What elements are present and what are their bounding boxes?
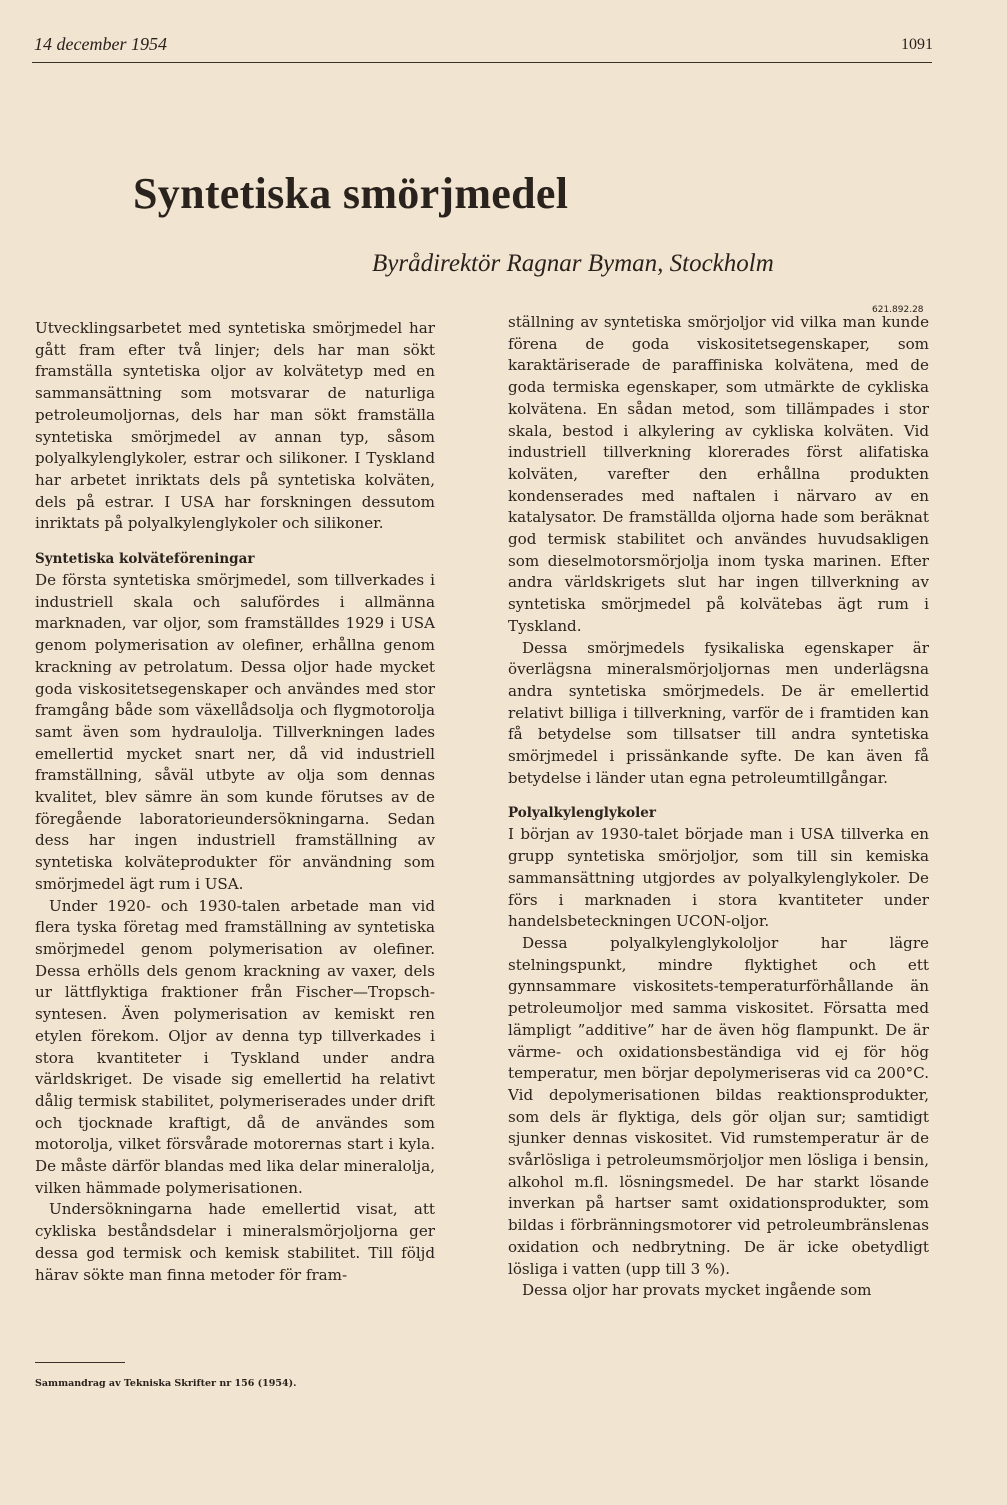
article-author: Byrådirektör Ragnar Byman, Stockholm: [372, 250, 774, 277]
udc-code: 621.892.28: [872, 305, 924, 315]
page-number: 1091: [901, 36, 933, 53]
section-heading-kolvateforeningar: Syntetiska kolväteföreningar: [35, 551, 255, 568]
header-rule: [32, 62, 932, 63]
footnote-rule: [35, 1362, 125, 1363]
body-paragraph: Dessa polyalkylenglykololjor har lägre stelningspunkt, mindre flyktighet och ett gynnsammare viskositets-temperaturförhållande än petroleumoljor med samma viskositet. Försatta med lämpligt ”additive” har de även hög flampunkt. De är värme- och oxidationsbeständiga vid ej för hög temperatur, men börjar depolymeriseras vid ca 200°C. Vid depolymerisationen bildas reaktionsprodukter, som dels är flyktiga, dels gör oljan sur; samtidigt sjunker dennas viskositet. Vid rumstemperatur är de svårlösliga i petroleumsmörjoljor men lösliga i bensin, alkohol m.fl. lösningsmedel. De har starkt lösande inverkan på hartser samt oxidationsprodukter, som bildas i förbränningsmotorer vid petroleumbränslenas oxidation och nedbrytning. De är icke obetydligt lösliga i vatten (upp till 3 %).: [508, 933, 929, 1278]
body-paragraph: De första syntetiska smörjmedel, som tillverkades i industriell skala och salufördes i allmänna marknaden, var oljor, som framställdes 1929 i USA genom polymerisation av olefiner, erhållna genom krackning av petrolatum. Dessa oljor hade mycket goda viskositetsegenskaper och användes med stor framgång både som växellådsolja och flygmotorolja samt även som hydraulolja. Tillverkningen lades emellertid mycket snart ner, då vid industriell framställning, såväl utbyte av olja som dennas kvalitet, blev sämre än som kunde förutses av de föregående laboratorieundersökningarna. Sedan dess har ingen industriell framställning av syntetiska kolväteprodukter för användning som smörjmedel ägt rum i USA.: [35, 571, 435, 893]
body-paragraph: Under 1920- och 1930-talen arbetade man vid flera tyska företag med framställning av syntetiska smörjmedel genom polymerisation av olefiner. Dessa erhölls dels genom krackning av vaxer, dels ur lättflyktiga fraktioner från Fischer—Tropsch-syntesen. Även polymerisation av kemiskt ren etylen förekom. Oljor av denna typ tillverkades i stora kvantiteter i Tyskland under andra världskriget. De visade sig emellertid ha relativt dålig termisk stabilitet, polymeriserades under drift och tjocknade kraftigt, då de användes som motorolja, vilket försvårade motorernas start i kyla. De måste därför blandas med lika delar mineralolja, vilken hämmade polymerisationen.: [35, 896, 435, 1197]
body-paragraph: ställning av syntetiska smörjoljor vid vilka man kunde förena de goda viskositetsegenskaper, som karaktäriserade de paraffiniska kolvätena, med de goda termiska egenskaper, som utmärkte de cykliska kolvätena. En sådan metod, som tillämpades i stor skala, bestod i alkylering av cykliska kolväten. Vid industriell tillverkning klorerades först alifatiska kolväten, varefter den erhållna produkten kondenserades med naftalen i närvaro av en katalysator. De framställda oljorna hade som beräknat god termisk stabilitet och användes huvudsakligen som dieselmotorsmörjolja inom tyska marinen. Efter andra världskrigets slut har ingen tillverkning av syntetiska smörjmedel på kolvätebas ägt rum i Tyskland.: [508, 313, 929, 635]
section-heading-polyalkylenglykoler: Polyalkylenglykoler: [508, 805, 656, 822]
body-paragraph: I början av 1930-talet började man i USA tillverka en grupp syntetiska smörjoljor, som till sin kemiska sammansättning utgjordes av polyalkylenglykoler. De förs i marknaden i stora kvantiteter under handelsbeteckningen UCON-oljor.: [508, 825, 929, 931]
body-paragraph: Dessa oljor har provats mycket ingående som: [522, 1281, 872, 1300]
body-paragraph: Dessa smörjmedels fysikaliska egenskaper är överlägsna mineralsmörjoljornas men underlägsna andra syntetiska smörjmedels. De är emellertid relativt billiga i tillverkning, varför de i framtiden kan få betydelse som tillsatser till andra syntetiska smörjmedel i prissänkande syfte. De kan även få betydelse i länder utan egna petroleumtillgångar.: [508, 638, 929, 787]
footnote: Sammandrag av Tekniska Skrifter nr 156 (1954).: [35, 1378, 297, 1389]
right-column: [508, 312, 929, 1302]
article-title: Syntetiska smörjmedel: [133, 169, 569, 218]
body-paragraph: Undersökningarna hade emellertid visat, att cykliska beståndsdelar i mineralsmörjoljorna ger dessa god termisk och kemisk stabilitet. Till följd härav sökte man finna metoder för fram-: [35, 1200, 435, 1284]
intro-paragraph: Utvecklingsarbetet med syntetiska smörjmedel har gått fram efter två linjer; dels har man sökt framställa syntetiska oljor av kolvätetyp med en sammansättning som motsvarar de naturliga petroleumoljornas, dels har man sökt framställa syntetiska smörjmedel av annan typ, såsom polyalkylenglykoler, estrar och silikoner. I Tyskland har arbetet inriktats dels på syntetiska kolväten, dels på estrar. I USA har forskningen dessutom inriktats på polyalkylenglykoler och silikoner.: [35, 319, 435, 533]
header-date: 14 december 1954: [34, 34, 167, 54]
left-column: [35, 318, 435, 1286]
